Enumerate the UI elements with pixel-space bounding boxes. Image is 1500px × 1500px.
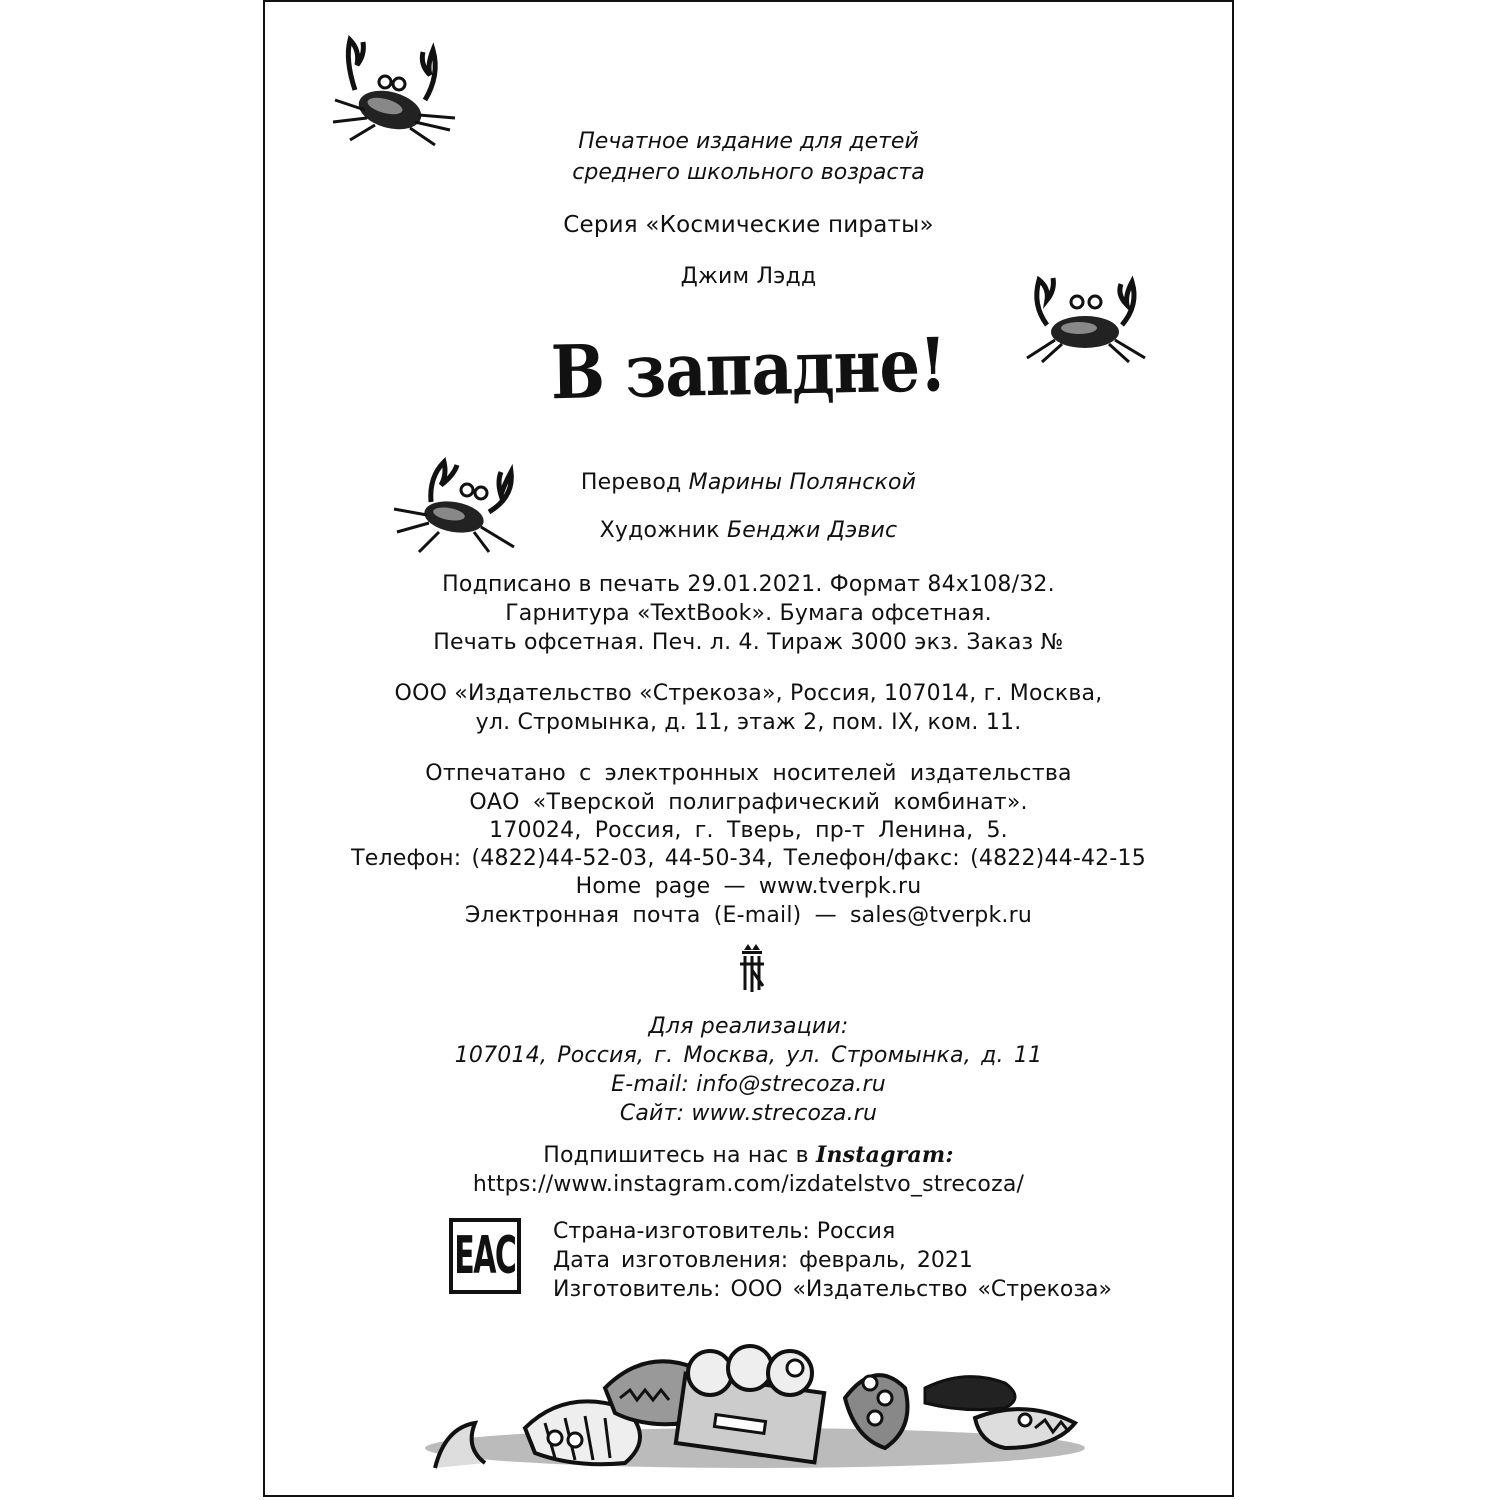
audience-line-2: среднего школьного возраста [572, 160, 925, 185]
publisher-line: ул. Стромынка, д. 11, этаж 2, пом. IX, ком. 11. [475, 710, 1022, 735]
social-prompt-text: Подпишитесь на нас в [543, 1143, 809, 1168]
series-name: Серия «Космические пираты» [563, 212, 934, 238]
printer-line: Электронная почта (E-mail) — sales@tverpk.ru [465, 903, 1032, 928]
manufacturer-name: Изготовитель: ООО «Издательство «Стрекоза» [553, 1277, 1112, 1302]
printer-line: Телефон: (4822)44-52-03, 44-50-34, Телефон/факс: (4822)44-42-15 [351, 846, 1146, 871]
artist-label: Художник [599, 518, 720, 543]
translation-label: Перевод [580, 470, 682, 495]
manufacturer-country: Страна-изготовитель: Россия [553, 1219, 896, 1244]
print-info-line: Печать офсетная. Печ. л. 4. Тираж 3000 экз. Заказ № [433, 630, 1064, 655]
print-info-line: Подписано в печать 29.01.2021. Формат 84х108/32. [442, 572, 1055, 597]
social-prompt [265, 1142, 1232, 1168]
translator-name: Марины Полянской [688, 470, 917, 495]
sea-creatures-illustration [405, 1328, 1105, 1478]
eac-icon [449, 1218, 521, 1294]
publisher-line: ООО «Издательство «Стрекоза», Россия, 107014, г. Москва, [394, 681, 1103, 706]
distribution-email: E-mail: info@strecoza.ru [611, 1072, 886, 1097]
book-title: В западне! [550, 322, 947, 417]
printer-line: 170024, Россия, г. Тверь, пр-т Ленина, 5. [489, 818, 1008, 843]
printer-logo-icon [736, 942, 768, 994]
social-url: https://www.instagram.com/izdatelstvo_strecoza/ [472, 1172, 1025, 1197]
distribution-site: Сайт: www.strecoza.ru [619, 1101, 878, 1126]
printer-line: Отпечатано с электронных носителей издательства [425, 761, 1072, 786]
distribution-heading: Для реализации: [648, 1014, 849, 1039]
distribution-address: 107014, Россия, г. Москва, ул. Стромынка, д. 11 [454, 1043, 1043, 1068]
printer-line: ОАО «Тверской полиграфический комбинат». [469, 790, 1028, 815]
artist-name: Бенджи Дэвис [727, 518, 898, 543]
manufacturer-date: Дата изготовления: февраль, 2021 [553, 1248, 973, 1273]
printer-line: Home page — www.tverpk.ru [575, 874, 922, 899]
author-name: Джим Лэдд [680, 264, 817, 289]
social-network: Instagram: [816, 1142, 954, 1168]
translation-credit [265, 470, 1232, 495]
imprint-page [263, 0, 1234, 1497]
audience-line-1: Печатное издание для детей [578, 129, 919, 154]
artist-credit [265, 518, 1232, 543]
print-info-line: Гарнитура «TextBook». Бумага офсетная. [505, 601, 992, 626]
eac-mark: EAC [454, 1226, 516, 1286]
